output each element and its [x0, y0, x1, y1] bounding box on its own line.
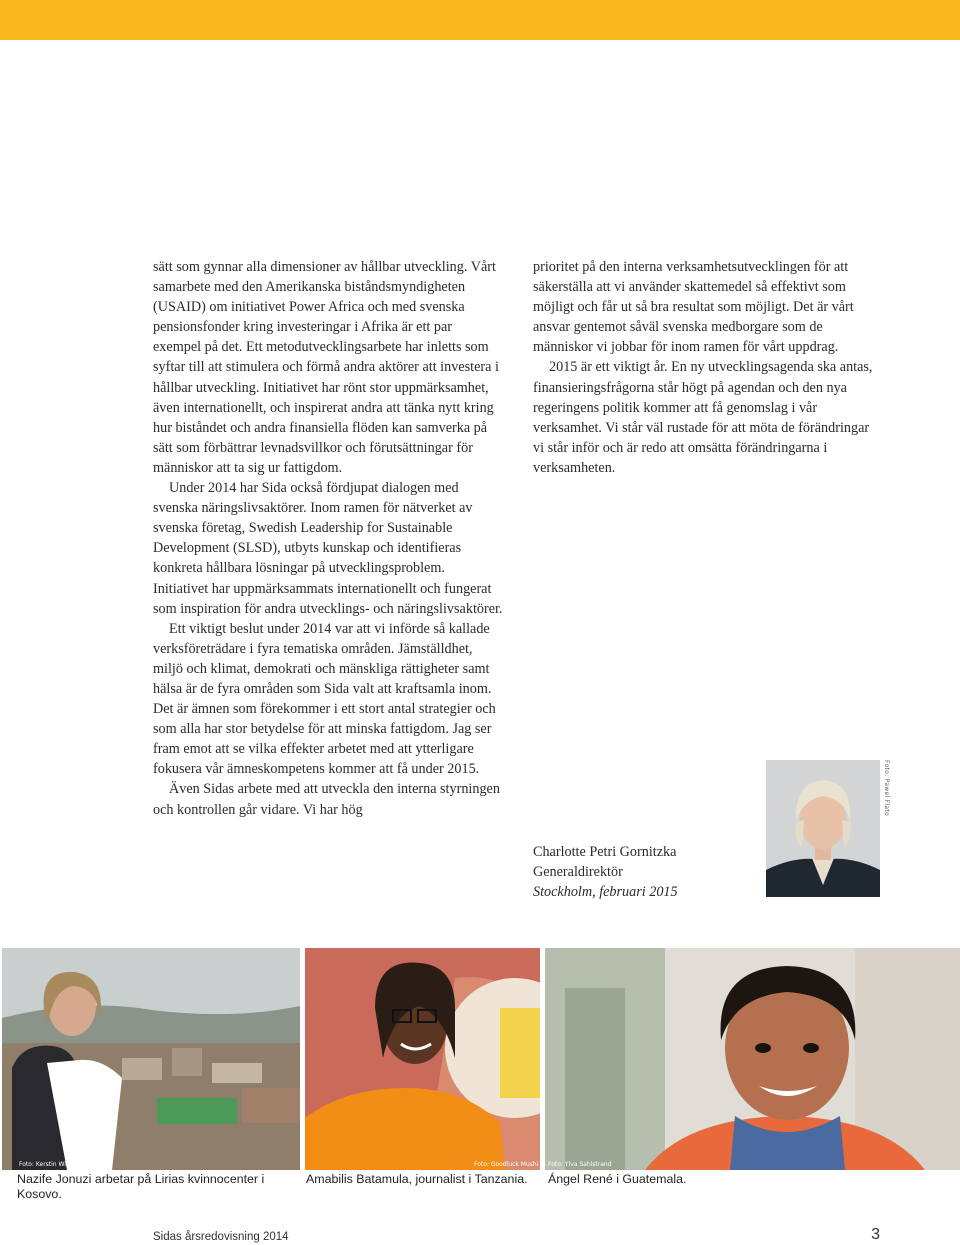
paragraph: Även Sidas arbete med att utveckla den interna styrningen och kontrollen går vidare. Vi har hög [153, 781, 500, 818]
accent-top-bar [0, 0, 960, 40]
signature-block [533, 842, 753, 902]
photo-guatemala [545, 948, 960, 1170]
photo-caption: Ángel René i Guatemala. [548, 1172, 687, 1186]
footer-title: Sidas årsredovisning 2014 [153, 1231, 289, 1243]
signatory-name: Charlotte Petri Gornitzka [533, 844, 677, 860]
photo-credit: Foto: Kerstin Wideli [19, 1161, 77, 1168]
photo-credit: Foto: Goodluck Mushi [474, 1161, 539, 1168]
paragraph: Ett viktigt beslut under 2014 var att vi införde så kallade verksföreträdare i fyra tematiska områden. Jämställdhet, miljö och klimat, demokrati och mänskliga rättigheter samt hälsa är de fyra områden som Sida valt att kraftsamla inom. Det är ämnen som förekommer i ett stort antal strategier och som alla har stor betydelse för att minska fattigdom. Jag ser fram emot att se vilka effekter arbetet med att ytterligare fokusera vår ämneskompetens kommer att få under 2015. [153, 620, 496, 778]
photo-caption: Amabilis Batamula, journalist i Tanzania. [306, 1172, 528, 1186]
photo-credit: Foto: Ylva Sahlstrand [548, 1161, 612, 1168]
signatory-title: Generaldirektör [533, 864, 623, 881]
paragraph: 2015 är ett viktigt år. En ny utvecklingsagenda ska antas, finansieringsfrågorna står högt på agendan och den nya regeringens politik kommer att få genomslag i vår verksamhet. Vi står väl rustade för att möta de förändringar vi står inför och är redo att omsätta förändringarna i verksamheten. [533, 359, 873, 476]
paragraph: prioritet på den interna verksamhetsutvecklingen för att säkerställa att vi använder skattemedel så effektivt som möjligt och får ut så bra resultat som möjligt. Det är vårt ansvar gentemot såväl svenska medborgare som de människor vi jobbar för inom ramen för vårt uppdrag. [533, 259, 854, 356]
paragraph: sätt som gynnar alla dimensioner av hållbar utveckling. Vårt samarbete med den Amerikanska biståndsmyndigheten (USAID) om initiativet Power Africa och med svenska pensionsfonder kring investeringar i Afrika är ett par exempel på det. Ett metodutvecklingsarbete har inletts som syftar till att stimulera och förmå andra aktörer att investera i hållbar utveckling. Initiativet har rönt stor uppmärksamhet, även internationellt, och inspirerat andra att tänka nytt kring hur biståndet och andra finansiella flöden kan samverka på sätt som förbättrar levnadsvillkor och förutsättningar för människor att ta sig ur fattigdom. [153, 259, 499, 476]
director-portrait [766, 760, 880, 897]
photo-kosovo [2, 948, 300, 1170]
paragraph: Under 2014 har Sida också fördjupat dialogen med svenska näringslivsaktörer. Inom ramen för nätverket av svenska företag, Swedish Leadership for Sustainable Development (SLSD), utbyts kunskap och identifieras konkreta hållbara lösningar på utvecklingsproblem. Initiativet har uppmärksammats internationellt och fungerat som inspiration för andra utvecklings- och näringslivsaktörer. [153, 480, 503, 617]
signature-place-date: Stockholm, februari 2015 [533, 884, 678, 901]
portrait-photo-credit: Foto: Pawel Flato [883, 760, 890, 816]
page-number: 3 [871, 1226, 880, 1243]
body-column-left [153, 257, 503, 820]
photo-caption: Nazife Jonuzi arbetar på Lirias kvinnocenter i Kosovo. [17, 1172, 265, 1201]
photo-tanzania [305, 948, 540, 1170]
body-column-right [533, 257, 883, 478]
